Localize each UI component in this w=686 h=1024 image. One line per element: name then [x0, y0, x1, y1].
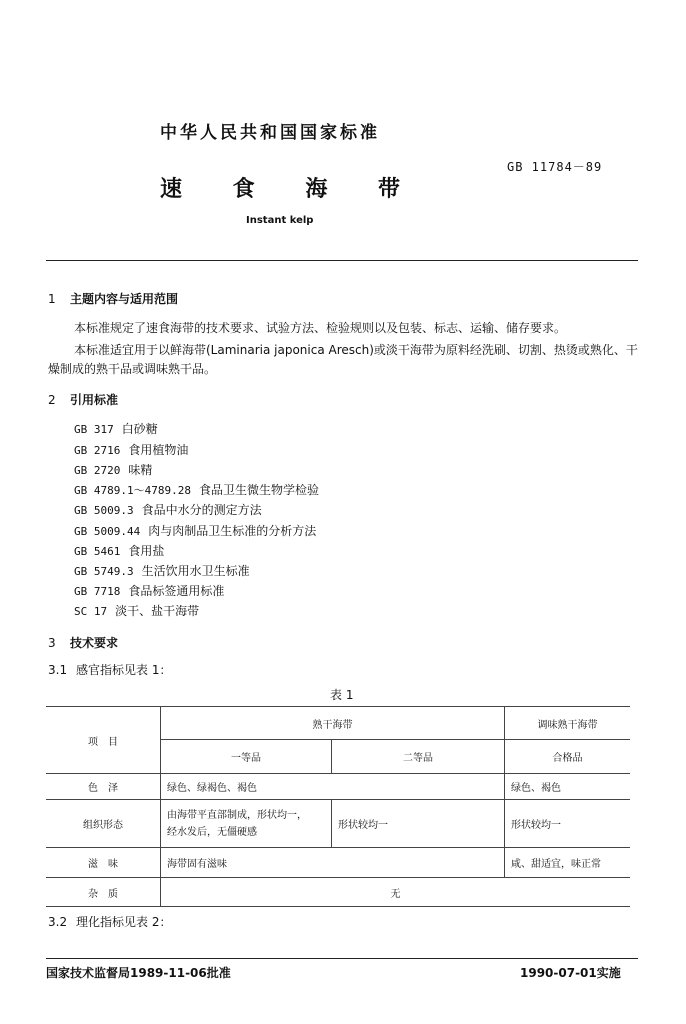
reference-code: GB 7718: [74, 585, 121, 598]
cell-texture-seasoned: 形状较均一: [505, 800, 631, 848]
reference-item: [74, 481, 319, 498]
header-seasoned-kelp: 调味熟干海带: [505, 707, 631, 740]
reference-item: [74, 501, 262, 518]
reference-item: [74, 542, 164, 559]
reference-name: 食品中水分的测定方法: [141, 503, 262, 517]
section-title: 引用标准: [70, 393, 119, 407]
reference-code: GB 4789.1～4789.28: [74, 484, 191, 497]
reference-code: GB 2716: [74, 444, 121, 457]
subsection-number: 3.2: [48, 915, 68, 929]
cell-taste-cooked: 海带固有滋味: [161, 848, 505, 878]
section-2-heading: [48, 391, 118, 408]
reference-name: 食用盐: [128, 544, 165, 558]
section-1-para-2-line-1: 本标准适宜用于以鲜海带(Laminaria japonica Aresch)或淡干海带为原料经洗刷、切割、热烫或熟化、干: [74, 343, 638, 357]
table-row: [46, 774, 630, 800]
footer-divider: [46, 958, 638, 959]
section-number: 1: [48, 292, 56, 306]
reference-name: 食品卫生微生物学检验: [198, 483, 319, 497]
subsection-number: 3.1: [48, 663, 68, 677]
section-number: 2: [48, 393, 56, 407]
row-label-color: 色 泽: [46, 774, 161, 800]
cell-line: 由海带平直部制成，形状均一，: [167, 809, 307, 821]
row-label-texture: 组织形态: [46, 800, 161, 848]
table-header-row: [46, 707, 630, 740]
national-standard-heading: 中华人民共和国国家标准: [160, 123, 380, 143]
header-cooked-kelp: 熟干海带: [161, 707, 505, 740]
title-char: 速: [160, 177, 183, 202]
sensory-table: [46, 706, 630, 907]
reference-name: 生活饮用水卫生标准: [141, 564, 250, 578]
title-char: 带: [377, 177, 400, 202]
table-row: [46, 800, 630, 848]
grade-qualified: 合格品: [505, 740, 631, 774]
section-title: 主题内容与适用范围: [70, 292, 179, 306]
subsection-text: 理化指标见表 2：: [76, 915, 172, 929]
table-row: [46, 878, 630, 907]
subsection-3-1: [48, 660, 171, 680]
reference-code: GB 2720: [74, 464, 121, 477]
reference-name: 食品标签通用标准: [128, 584, 225, 598]
reference-item: [74, 461, 152, 478]
title-char: 海: [305, 177, 328, 202]
cell-taste-seasoned: 咸、甜适宜，味正常: [505, 848, 631, 878]
table-row: [46, 848, 630, 878]
subsection-3-2: [48, 912, 171, 932]
header-item: 项 目: [46, 707, 161, 774]
row-label-taste: 滋 味: [46, 848, 161, 878]
header-divider: [46, 260, 638, 261]
title-char: 食: [232, 177, 255, 202]
cell-line: 经水发后，无僵硬感: [167, 826, 257, 838]
implementation-date: 1990-07-01实施: [520, 966, 621, 980]
cell-color-cooked: 绿色、绿褐色、褐色: [161, 774, 505, 800]
reference-code: GB 317: [74, 423, 114, 436]
reference-code: SC 17: [74, 605, 108, 618]
grade-second: 二等品: [332, 740, 505, 774]
reference-name: 食用植物油: [128, 443, 189, 457]
reference-item: [74, 562, 250, 579]
section-1-para-1: 本标准规定了速食海带的技术要求、试验方法、检验规则以及包装、标志、运输、储存要求。: [74, 321, 567, 335]
reference-item: [74, 441, 188, 458]
standard-number: GB 11784－89: [507, 160, 603, 174]
subsection-text: 感官指标见表 1：: [76, 663, 172, 677]
reference-item: [74, 582, 224, 599]
section-number: 3: [48, 636, 56, 650]
reference-name: 肉与肉制品卫生标准的分析方法: [148, 524, 317, 538]
cell-impurity: 无: [161, 878, 631, 907]
grade-first: 一等品: [161, 740, 332, 774]
reference-code: GB 5749.3: [74, 565, 134, 578]
section-1-para-2-line-2: 燥制成的熟干品或调味熟干品。: [48, 362, 217, 376]
reference-code: GB 5009.3: [74, 504, 134, 517]
row-label-impurity: 杂 质: [46, 878, 161, 907]
reference-code: GB 5009.44: [74, 525, 141, 538]
section-1-heading: [48, 290, 178, 307]
reference-item: [74, 522, 316, 539]
section-title: 技术要求: [70, 636, 119, 650]
cell-texture-grade1: [161, 800, 332, 848]
reference-name: 淡干、盐干海带: [115, 604, 200, 618]
reference-item: [74, 602, 199, 619]
reference-name: 味精: [128, 463, 153, 477]
cell-color-seasoned: 绿色、褐色: [505, 774, 631, 800]
reference-name: 白砂糖: [121, 422, 158, 436]
table-caption: 表 1: [330, 688, 354, 702]
cell-texture-grade2: 形状较均一: [332, 800, 505, 848]
english-subtitle: Instant kelp: [246, 215, 314, 226]
approval-note: 国家技术监督局1989-11-06批准: [46, 966, 231, 980]
reference-code: GB 5461: [74, 545, 121, 558]
section-3-heading: [48, 634, 118, 651]
document-title: [160, 172, 400, 203]
reference-item: [74, 420, 158, 437]
